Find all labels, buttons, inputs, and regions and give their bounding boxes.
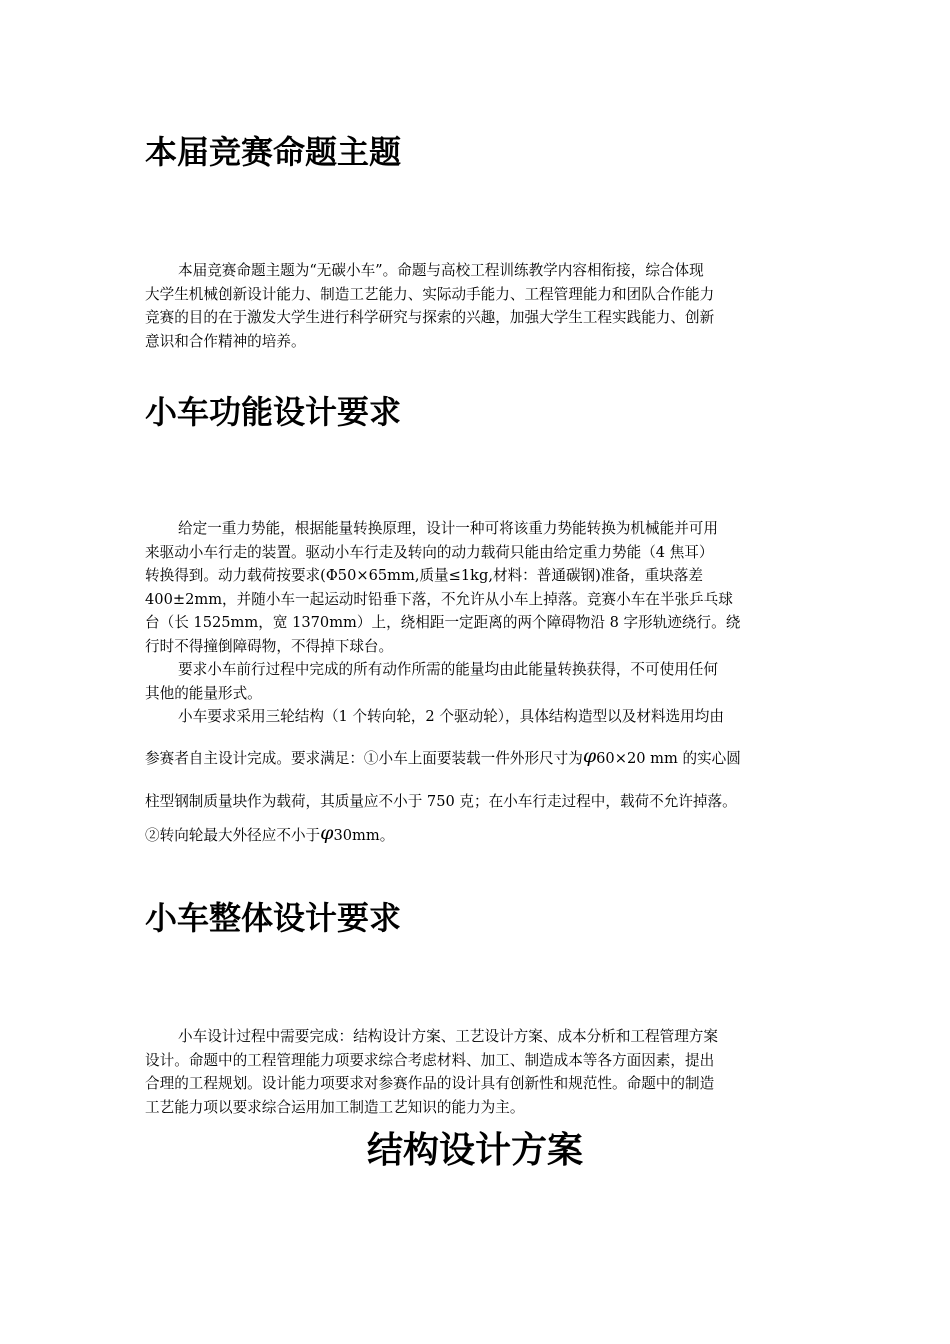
section-heading-function-requirements: 小车功能设计要求	[145, 393, 402, 431]
section-heading-structure-design: 结构设计方案	[366, 1130, 583, 1171]
paragraph-line: 设计。命题中的工程管理能力项要求综合考虑材料、加工、制造成本等各方面因素，提出	[145, 1051, 715, 1069]
text-span: 60×20 mm 的实心圆	[596, 750, 741, 767]
paragraph-line: 柱型钢制质量块作为载荷，其质量应不小于 750 克；在小车行走过程中，载荷不允许掉落。	[145, 793, 737, 810]
section-heading-competition-theme: 本届竞赛命题主题	[145, 133, 402, 171]
paragraph-line: 400±2mm，并随小车一起运动时铅垂下落，不允许从小车上掉落。竞赛小车在半张乒乓球	[145, 590, 733, 608]
paragraph-line: 给定一重力势能，根据能量转换原理，设计一种可将该重力势能转换为机械能并可用	[178, 520, 718, 537]
paragraph-line: 合理的工程规划。设计能力项要求对参赛作品的设计具有创新性和规范性。命题中的制造	[145, 1075, 715, 1092]
paragraph-requirement-line-3	[145, 822, 813, 848]
phi-symbol: φ	[320, 822, 334, 844]
paragraph-function-requirements	[145, 517, 813, 729]
phi-symbol: φ	[582, 745, 597, 767]
paragraph-line: 其他的能量形式。	[145, 684, 262, 702]
paragraph-line: 台（长 1525mm，宽 1370mm）上，绕相距一定距离的两个障碍物沿 8 字形轨迹绕行。绕	[145, 614, 741, 631]
text-span: ②转向轮最大外径应不小于	[145, 827, 321, 844]
paragraph-line: 要求小车前行过程中完成的所有动作所需的能量均由此能量转换获得，不可使用任何	[178, 661, 718, 678]
paragraph-line: 转换得到。动力载荷按要求(Φ50×65mm,质量≤1kg,材料：普通碳钢)准备，重块落差	[145, 567, 703, 584]
paragraph-line: 本届竞赛命题主题为“无碳小车”。命题与高校工程训练教学内容相衔接，综合体现	[178, 262, 704, 279]
paragraph-overall-requirements	[145, 1025, 813, 1119]
paragraph-line: 行时不得撞倒障碍物，不得掉下球台。	[145, 637, 394, 655]
paragraph-line: 竞赛的目的在于激发大学生进行科学研究与探索的兴趣，加强大学生工程实践能力、创新	[145, 309, 715, 326]
paragraph-line: 来驱动小车行走的装置。驱动小车行走及转向的动力载荷只能由给定重力势能（4 焦耳）	[145, 543, 714, 561]
text-span: 参赛者自主设计完成。要求满足：①小车上面要装载一件外形尺寸为	[145, 750, 583, 767]
paragraph-line: 小车设计过程中需要完成：结构设计方案、工艺设计方案、成本分析和工程管理方案	[178, 1028, 718, 1045]
section-heading-overall-requirements: 小车整体设计要求	[145, 899, 402, 937]
paragraph-line: 工艺能力项以要求综合运用加工制造工艺知识的能力为主。	[145, 1098, 525, 1116]
paragraph-competition-theme	[145, 259, 813, 353]
paragraph-line: 大学生机械创新设计能力、制造工艺能力、实际动手能力、工程管理能力和团队合作能力	[145, 285, 715, 303]
paragraph-requirement-line-2	[145, 790, 825, 814]
text-span: 30mm。	[333, 827, 395, 844]
paragraph-line	[145, 822, 813, 848]
paragraph-requirement-line-1	[145, 745, 813, 771]
paragraph-line: 小车要求采用三轮结构（1 个转向轮，2 个驱动轮），具体结构造型以及材料选用均由	[178, 708, 724, 725]
paragraph-line: 意识和合作精神的培养。	[145, 332, 306, 350]
paragraph-line	[145, 745, 813, 771]
